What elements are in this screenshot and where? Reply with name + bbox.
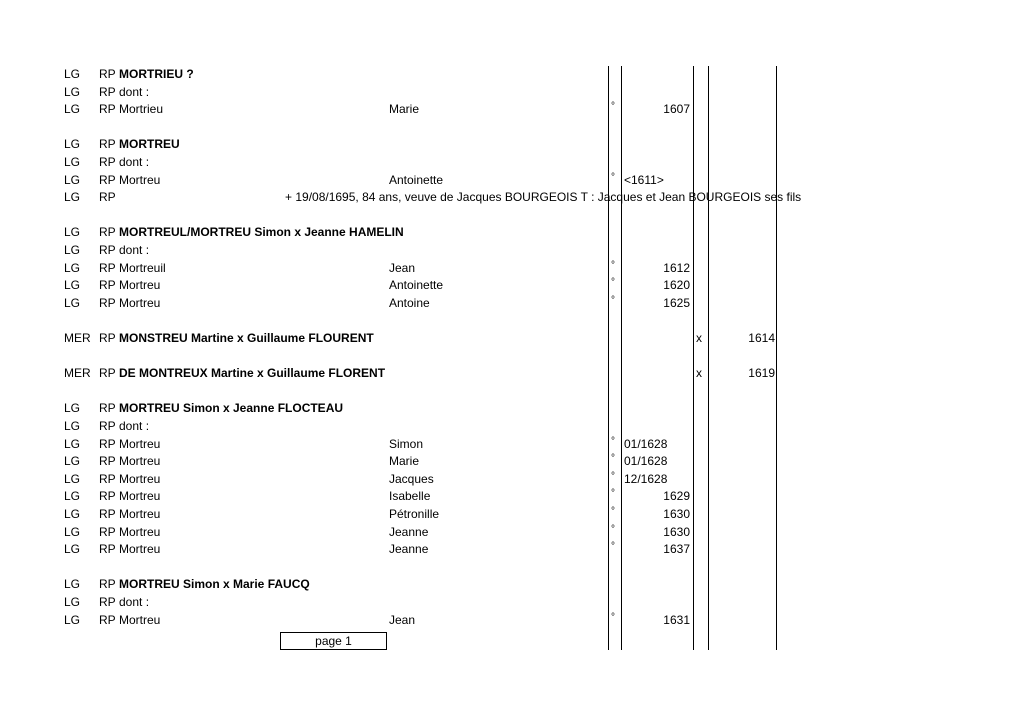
birth-year: 1630 [663, 524, 690, 539]
family-name: dont : [119, 595, 150, 609]
given-name: Pétronille [389, 507, 440, 521]
source-code: LG [64, 595, 81, 609]
family-name: Mortreu [119, 454, 161, 469]
source-code: LG [64, 260, 81, 275]
table-row [0, 471, 1024, 488]
register-code: RP [99, 225, 116, 240]
source-code: LG [64, 137, 81, 152]
marriage-symbol: x [696, 366, 702, 381]
register-code: RP [99, 577, 116, 592]
family-name: Mortrieu [119, 102, 164, 117]
birth-symbol: ° [611, 611, 615, 623]
table-row [0, 224, 1024, 241]
source-code: LG [64, 295, 81, 310]
family-name: MONSTREU Martine x Guillaume FLOURENT [119, 331, 374, 345]
given-name: Jean [389, 612, 416, 627]
birth-symbol: ° [611, 435, 615, 447]
source-code: LG [64, 436, 81, 451]
register-code: RP [99, 102, 116, 117]
birth-year: 1631 [663, 612, 690, 627]
source-code: LG [64, 612, 81, 627]
family-name: Mortreu [119, 612, 161, 627]
source-code: LG [64, 401, 81, 416]
register-code: RP [99, 331, 116, 345]
register-code: RP [99, 278, 116, 293]
birth-symbol: ° [611, 277, 615, 289]
source-code: LG [64, 172, 81, 187]
table-row [0, 295, 1024, 312]
source-code: LG [64, 84, 81, 99]
family-name: MORTREU [119, 137, 180, 152]
family-name: Mortreu [119, 489, 161, 504]
table-row [0, 524, 1024, 541]
table-row [0, 594, 1024, 611]
birth-date: 01/1628 [624, 454, 668, 469]
birth-year: 1637 [663, 542, 690, 557]
register-code: RP [99, 243, 116, 257]
marriage-symbol: x [696, 331, 702, 345]
source-code: LG [64, 278, 81, 293]
given-name: Antoine [389, 295, 430, 310]
table-row [0, 576, 1024, 593]
register-code: RP [99, 542, 116, 557]
family-name: dont : [119, 419, 150, 433]
register-code: RP [99, 260, 116, 275]
source-code: LG [64, 243, 81, 257]
source-code: LG [64, 489, 81, 504]
register-code: RP [99, 454, 116, 469]
register-code: RP [99, 436, 116, 451]
table-row [0, 277, 1024, 294]
source-code: MER [64, 331, 91, 345]
birth-year: 1607 [663, 102, 690, 117]
source-code: LG [64, 102, 81, 117]
table-row [0, 84, 1024, 101]
table-row [0, 436, 1024, 453]
table-row [0, 612, 1024, 629]
given-name: Marie [389, 454, 420, 469]
source-code: LG [64, 155, 81, 169]
family-name: DE MONTREUX Martine x Guillaume FLORENT [119, 366, 386, 381]
register-code: RP [99, 489, 116, 504]
source-code: LG [64, 471, 81, 486]
family-name: Mortreu [119, 295, 161, 310]
register-code: RP [99, 419, 116, 433]
family-name: dont : [119, 84, 150, 99]
register-code: RP [99, 471, 116, 486]
blank-row [0, 312, 1024, 329]
source-code: LG [64, 542, 81, 557]
source-code: LG [64, 225, 81, 240]
register-code: RP [99, 524, 116, 539]
register-code: RP [99, 172, 116, 187]
table-row [0, 260, 1024, 277]
given-name: Marie [389, 102, 420, 117]
table-row [0, 365, 1024, 382]
blank-row [0, 207, 1024, 224]
given-name: Jeanne [389, 542, 429, 557]
record-note: + 19/08/1695, 84 ans, veuve de Jacques BOURGEOIS T : Jacques et Jean BOURGEOIS ses fils [285, 190, 802, 205]
table-row [0, 541, 1024, 558]
birth-symbol: ° [611, 470, 615, 482]
birth-year: 1625 [663, 295, 690, 310]
given-name: Jeanne [389, 524, 429, 539]
register-code: RP [99, 595, 116, 609]
table-row [0, 400, 1024, 417]
birth-date: <1611> [624, 172, 664, 187]
given-name: Isabelle [389, 489, 431, 504]
birth-symbol: ° [611, 171, 615, 183]
source-code: LG [64, 67, 81, 81]
table-row [0, 172, 1024, 189]
table-row [0, 330, 1024, 347]
table-row [0, 189, 1024, 206]
source-code: MER [64, 366, 91, 381]
table-row [0, 242, 1024, 259]
register-code: RP [99, 84, 116, 99]
given-name: Jacques [389, 471, 434, 486]
family-name: Mortreu [119, 524, 161, 539]
register-code: RP [99, 295, 116, 310]
family-name: Mortreuil [119, 260, 166, 275]
source-code: LG [64, 454, 81, 469]
register-code: RP [99, 137, 116, 152]
blank-row [0, 348, 1024, 365]
family-name: Mortreu [119, 542, 161, 557]
table-row [0, 66, 1024, 83]
family-name: MORTREUL/MORTREU Simon x Jeanne HAMELIN [119, 225, 404, 240]
given-name: Antoinette [389, 172, 444, 187]
birth-symbol: ° [611, 294, 615, 306]
family-name: Mortreu [119, 172, 161, 187]
source-code: LG [64, 507, 81, 521]
birth-symbol: ° [611, 541, 615, 553]
birth-symbol: ° [611, 453, 615, 465]
page-number-box [280, 632, 387, 650]
blank-row [0, 559, 1024, 576]
family-name: Mortreu [119, 436, 161, 451]
birth-year: 1612 [663, 260, 690, 275]
birth-symbol: ° [611, 506, 615, 517]
source-code: LG [64, 419, 81, 433]
marriage-year: 1614 [748, 331, 775, 345]
birth-symbol: ° [611, 523, 615, 535]
blank-row [0, 383, 1024, 400]
family-name: Mortreu [119, 507, 161, 521]
table-row [0, 453, 1024, 470]
marriage-year: 1619 [748, 366, 775, 381]
table-row [0, 488, 1024, 505]
register-code: RP [99, 366, 116, 381]
source-code: LG [64, 190, 81, 205]
birth-date: 12/1628 [624, 471, 668, 486]
register-code: RP [99, 190, 116, 205]
given-name: Antoinette [389, 278, 444, 293]
family-name: dont : [119, 155, 150, 169]
family-name: MORTREU Simon x Marie FAUCQ [119, 577, 310, 592]
register-code: RP [99, 155, 116, 169]
birth-date: 01/1628 [624, 436, 668, 451]
register-code: RP [99, 507, 116, 521]
family-name: Mortreu [119, 278, 161, 293]
birth-year: 1630 [663, 507, 690, 521]
register-code: RP [99, 67, 116, 81]
birth-symbol: ° [611, 101, 615, 113]
source-code: LG [64, 577, 81, 592]
family-name: MORTREU Simon x Jeanne FLOCTEAU [119, 401, 344, 416]
birth-symbol: ° [611, 488, 615, 500]
register-code: RP [99, 612, 116, 627]
table-row [0, 136, 1024, 153]
table-row [0, 506, 1024, 523]
register-code: RP [99, 401, 116, 416]
birth-year: 1620 [663, 278, 690, 293]
page-number: page 1 [315, 634, 352, 648]
given-name: Simon [389, 436, 424, 451]
blank-row [0, 119, 1024, 136]
table-row [0, 101, 1024, 118]
family-name: dont : [119, 243, 150, 257]
family-name: Mortreu [119, 471, 161, 486]
given-name: Jean [389, 260, 416, 275]
source-code: LG [64, 524, 81, 539]
birth-symbol: ° [611, 259, 615, 271]
table-row [0, 418, 1024, 435]
table-row [0, 154, 1024, 171]
birth-year: 1629 [663, 489, 690, 504]
family-name: MORTRIEU ? [119, 67, 194, 81]
